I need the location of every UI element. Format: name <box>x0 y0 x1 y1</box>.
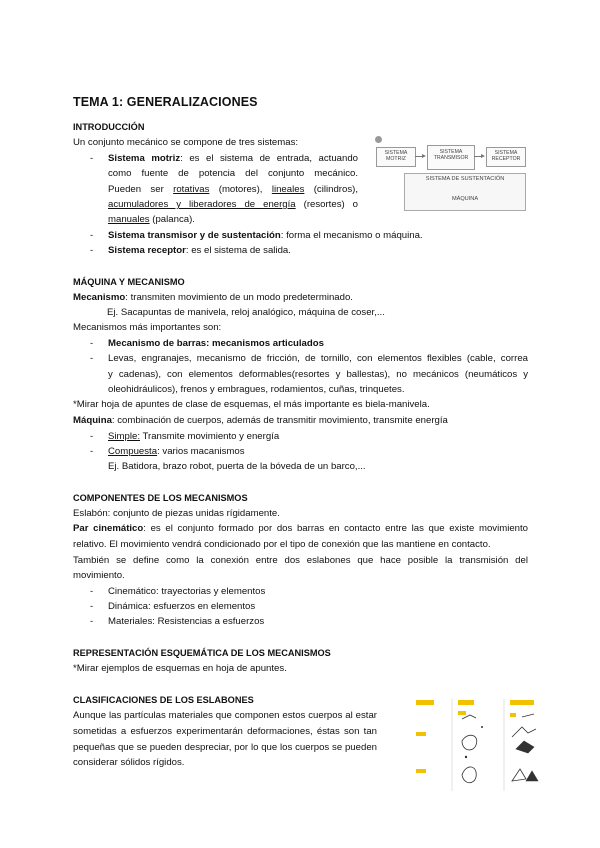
representacion-heading: REPRESENTACIÓN ESQUEMÁTICA DE LOS MECANISMOS <box>73 648 331 658</box>
motriz-line-1: Sistema motriz: es el sistema de entrada, actuando <box>108 153 358 164</box>
levas-line-3: oleohidráulicos), frenos y embragues, rodamientos, cuñas, trinquetes. <box>108 384 405 395</box>
bullet-dash: - <box>90 230 94 241</box>
par-line-1: Par cinemático: es el conjunto formado por dos barras en contacto entre las que existe movimiento <box>73 523 528 534</box>
mecanismo-def: Mecanismo: transmiten movimiento de un modo predeterminado. <box>73 292 353 303</box>
componentes-item-3: Materiales: Resistencias a esfuerzos <box>108 616 265 627</box>
barras-item: Mecanismo de barras: mecanismos articulados <box>108 338 324 349</box>
bullet-dash: - <box>90 446 94 457</box>
arrow-right-icon <box>415 156 423 157</box>
compuesta-item: Compuesta: varios macanismos <box>108 446 245 457</box>
compuesta-ejemplo: Ej. Batidora, brazo robot, puerta de la bóveda de un barco,... <box>108 461 366 472</box>
diagram-box-maquina: MÁQUINA <box>451 196 479 202</box>
simple-item: Simple: Transmite movimiento y energía <box>108 431 280 442</box>
mecanismo-ejemplo: Ej. Sacapuntas de manivela, reloj analógico, máquina de coser,... <box>107 307 385 318</box>
componentes-item-2: Dinámica: esfuerzos en elementos <box>108 601 256 612</box>
page-title: TEMA 1: GENERALIZACIONES <box>73 95 258 109</box>
intro-heading: INTRODUCCIÓN <box>73 122 145 132</box>
bullet-dash: - <box>90 616 94 627</box>
record-dot-icon <box>375 136 382 143</box>
bullet-dash: - <box>90 431 94 442</box>
biela-nota: *Mirar hoja de apuntes de clase de esquemas, el más importante es biela-manivela. <box>73 399 430 410</box>
bullet-dash: - <box>90 353 94 364</box>
systems-diagram <box>372 133 532 213</box>
intro-lead: Un conjunto mecánico se compone de tres sistemas: <box>73 137 299 148</box>
levas-line-1: Levas, engranajes, mecanismo de fricción, de tornillo, con elementos flexibles (cable, correa <box>108 353 528 364</box>
par-line-2: relativo. El movimiento vendrá condicionado por el tipo de conexión que las mantiene en contacto. <box>73 539 491 550</box>
motriz-line-5: manuales (palanca). <box>108 214 195 225</box>
motriz-line-4: acumuladores y liberadores de energía (resortes) o <box>108 199 358 210</box>
clasificaciones-line-3: pequeñas que se pueden despreciar, por lo que los cuerpos se pueden <box>73 742 377 753</box>
levas-line-2: y cadenas), con elementos deformables(resortes y ballestas), no mecánicos (neumáticos y <box>108 369 528 380</box>
arrow-right-icon <box>474 156 482 157</box>
clasificaciones-line-2: sometidas a esfuerzos experimentarán deformaciones, éstas son tan <box>73 726 377 737</box>
representacion-nota: *Mirar ejemplos de esquemas en hoja de apuntes. <box>73 663 287 674</box>
diagram-box-motriz: SISTEMA MOTRIZ <box>376 147 416 167</box>
mecanismos-importantes: Mecanismos más importantes son: <box>73 322 222 333</box>
bullet-dash: - <box>90 153 94 164</box>
tambien-line-1: También se define como la conexión entre dos eslabones que hace posible la transmisión del <box>73 555 528 566</box>
clasificaciones-line-4: considerar sólidos rígidos. <box>73 757 185 768</box>
transmisor-item: Sistema transmisor y de sustentación: forma el mecanismo o máquina. <box>108 230 423 241</box>
componentes-item-1: Cinemático: trayectorias y elementos <box>108 586 266 597</box>
diagram-box-receptor: SISTEMA RECEPTOR <box>486 147 526 167</box>
clasificaciones-heading: CLASIFICACIONES DE LOS ESLABONES <box>73 695 254 705</box>
componentes-heading: COMPONENTES DE LOS MECANISMOS <box>73 493 248 503</box>
bullet-dash: - <box>90 245 94 256</box>
diagram-box-transmisor: SISTEMA TRANSMISOR <box>427 145 475 170</box>
receptor-item: Sistema receptor: es el sistema de salida. <box>108 245 291 256</box>
maquina-heading: MÁQUINA Y MECANISMO <box>73 277 185 287</box>
diagram-box-sustentacion: SISTEMA DE SUSTENTACIÓN <box>425 176 505 182</box>
tambien-line-2: movimiento. <box>73 570 125 581</box>
bullet-dash: - <box>90 586 94 597</box>
eslabones-sketch-figure <box>412 697 560 793</box>
eslabones-sketch <box>412 697 560 793</box>
motriz-line-3: Pueden ser rotativas (motores), lineales (cilindros), <box>108 184 358 195</box>
eslabon-def: Eslabón: conjunto de piezas unidas rígidamente. <box>73 508 280 519</box>
maquina-def: Máquina: combinación de cuerpos, además de transmitir movimiento, transmite energía <box>73 415 448 426</box>
motriz-line-2: como fuente de potencia del conjunto mecánico. <box>108 168 358 179</box>
clasificaciones-line-1: Aunque las partículas materiales que componen estos cuerpos al estar <box>73 710 377 721</box>
bullet-dash: - <box>90 338 94 349</box>
bullet-dash: - <box>90 601 94 612</box>
